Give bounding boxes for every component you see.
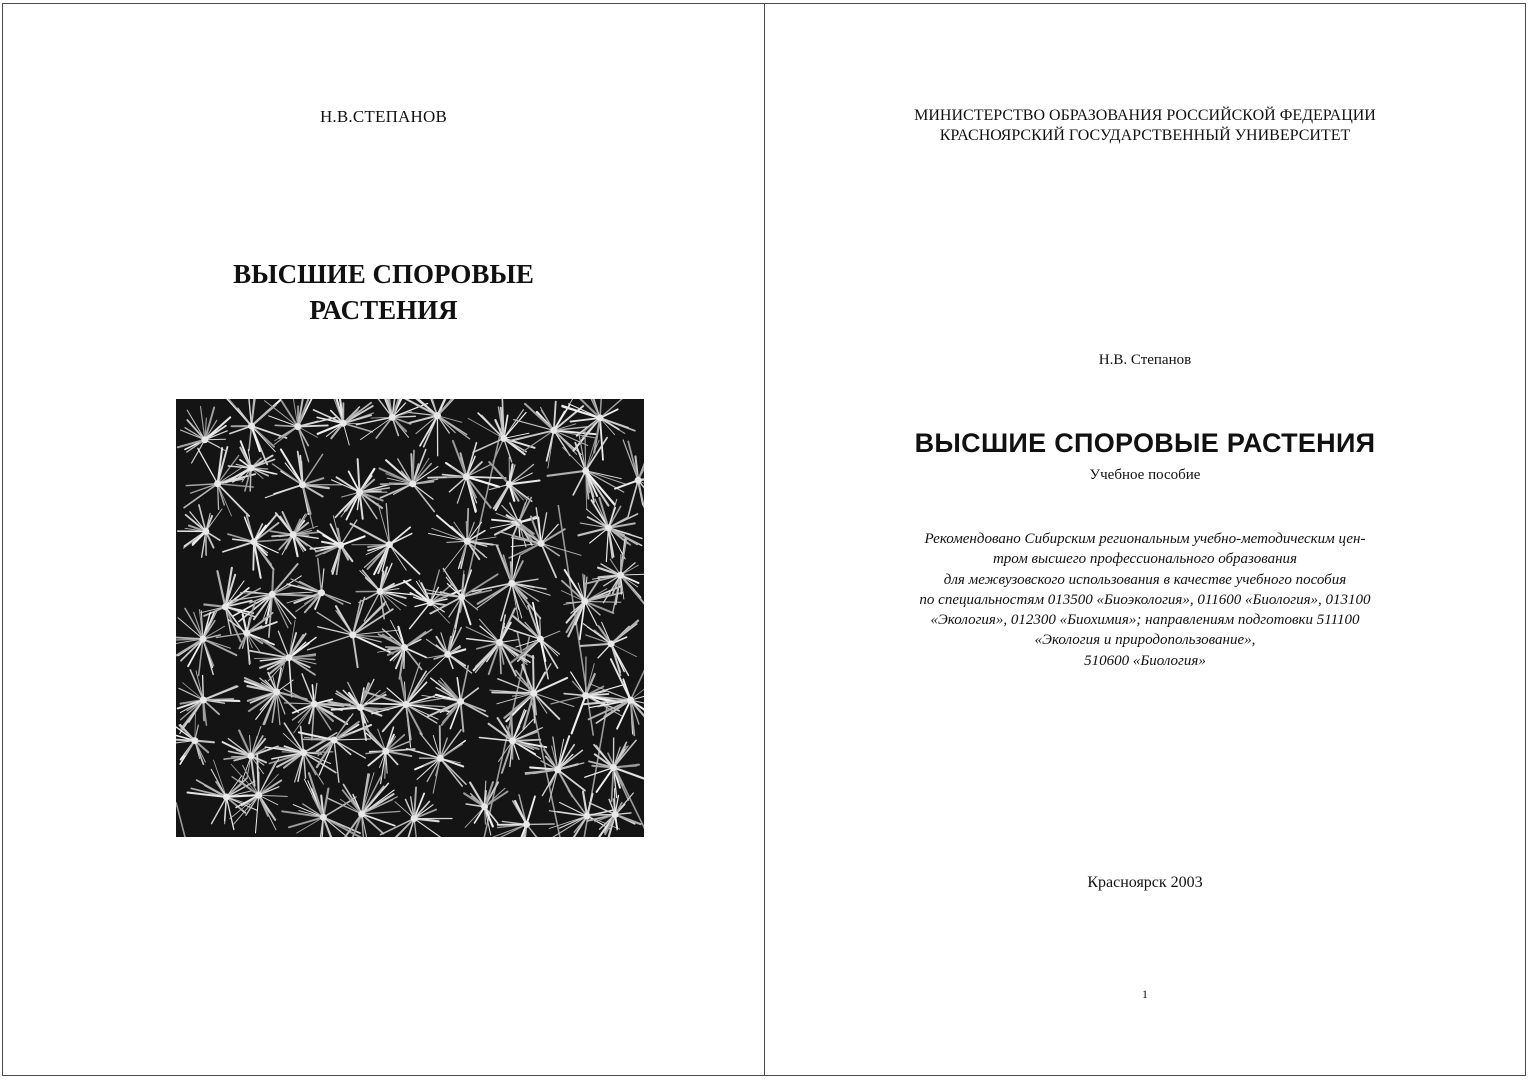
- city-year: Красноярск 2003: [1087, 874, 1203, 891]
- title-page-title: ВЫСШИЕ СПОРОВЫЕ РАСТЕНИЯ: [914, 428, 1376, 458]
- title-page-author: Н.В. Степанов: [1098, 352, 1192, 368]
- recommendation-line-3: для межвузовского использования в качестве учебного пособия: [943, 571, 1347, 588]
- recommendation-line-4: по специальностям 013500 «Биоэкология», 011600 «Биология», 013100: [919, 591, 1371, 608]
- ministry-line-1: МИНИСТЕРСТВО ОБРАЗОВАНИЯ РОССИЙСКОЙ ФЕДЕРАЦИИ: [914, 107, 1376, 124]
- cover-page: [2, 3, 765, 1076]
- title-page-subtitle: Учебное пособие: [1089, 467, 1201, 483]
- cover-title: [3, 256, 764, 328]
- page-number: 1: [1142, 987, 1148, 1001]
- cover-title-line-1: ВЫСШИЕ СПОРОВЫЕ: [233, 259, 534, 289]
- recommendation-line-5: «Экология», 012300 «Биохимия»; направлениям подготовки 511100: [930, 612, 1360, 629]
- title-page: [764, 3, 1526, 1076]
- recommendation-text: [765, 529, 1525, 671]
- ministry-header: [765, 106, 1525, 146]
- ministry-line-2: КРАСНОЯРСКИЙ ГОСУДАРСТВЕННЫЙ УНИВЕРСИТЕТ: [939, 127, 1351, 144]
- moss-photo-icon: [176, 399, 644, 837]
- cover-author: Н.В.СТЕПАНОВ: [319, 107, 448, 126]
- recommendation-line-2: тром высшего профессионального образования: [992, 551, 1298, 568]
- recommendation-line-1: Рекомендовано Сибирским региональным учебно-методическим цен-: [924, 531, 1366, 547]
- recommendation-line-6: «Экология и природопользование»,: [1034, 632, 1256, 649]
- moss-shoots: [176, 399, 644, 837]
- cover-title-line-2: РАСТЕНИЯ: [309, 295, 458, 325]
- recommendation-line-7: 510600 «Биология»: [1084, 652, 1206, 669]
